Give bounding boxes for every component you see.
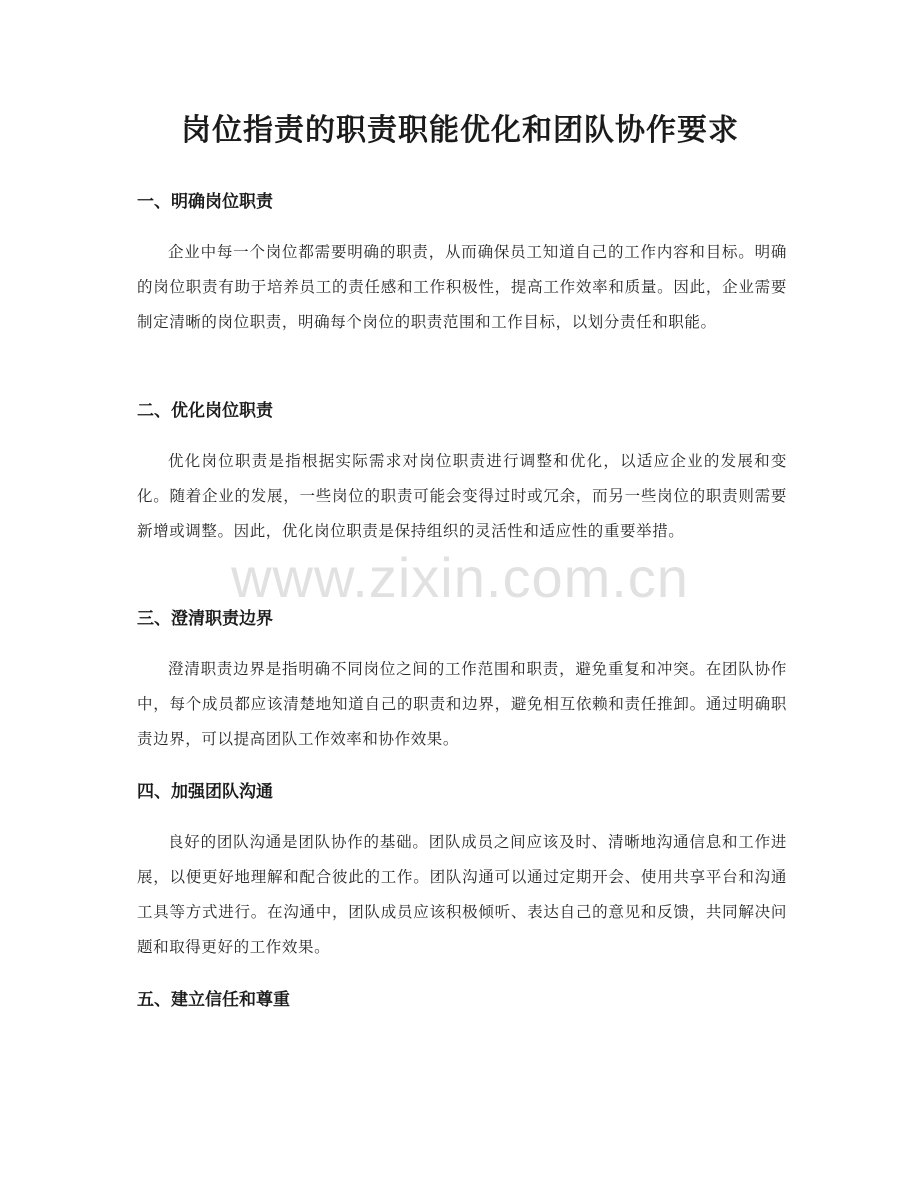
section-heading: 四、加强团队沟通	[137, 782, 273, 802]
section-1	[137, 189, 787, 340]
section-3	[137, 606, 787, 757]
section-heading: 一、明确岗位职责	[137, 192, 273, 212]
section-heading: 五、建立信任和尊重	[137, 990, 290, 1010]
section-heading: 二、优化岗位职责	[137, 401, 273, 421]
section-paragraph: 澄清职责边界是指明确不同岗位之间的工作范围和职责，避免重复和冲突。在团队协作中，每个成员都应该清楚地知道自己的职责和边界，避免相互依赖和责任推卸。通过明确职责边界，可以提高团队工作效率和协作效果。	[137, 660, 787, 748]
section-paragraph: 企业中每一个岗位都需要明确的职责，从而确保员工知道自己的工作内容和目标。明确的岗位职责有助于培养员工的责任感和工作积极性，提高工作效率和质量。因此，企业需要制定清晰的岗位职责，明确每个岗位的职责范围和工作目标，以划分责任和职能。	[137, 243, 787, 331]
section-paragraph: 优化岗位职责是指根据实际需求对岗位职责进行调整和优化，以适应企业的发展和变化。随着企业的发展，一些岗位的职责可能会变得过时或冗余，而另一些岗位的职责则需要新增或调整。因此，优化岗位职责是保持组织的灵活性和适应性的重要举措。	[137, 452, 787, 540]
page-title: 岗位指责的职责职能优化和团队协作要求	[181, 113, 739, 148]
watermark-text: www.zixin.com.cn	[231, 546, 689, 609]
section-5	[137, 987, 787, 1013]
section-4	[137, 779, 787, 965]
section-2	[137, 398, 787, 549]
section-heading: 三、澄清职责边界	[137, 609, 273, 629]
section-paragraph: 良好的团队沟通是团队协作的基础。团队成员之间应该及时、清晰地沟通信息和工作进展，以便更好地理解和配合彼此的工作。团队沟通可以通过定期开会、使用共享平台和沟通工具等方式进行。在沟通中，团队成员应该积极倾听、表达自己的意见和反馈，共同解决问题和取得更好的工作效果。	[137, 833, 787, 956]
